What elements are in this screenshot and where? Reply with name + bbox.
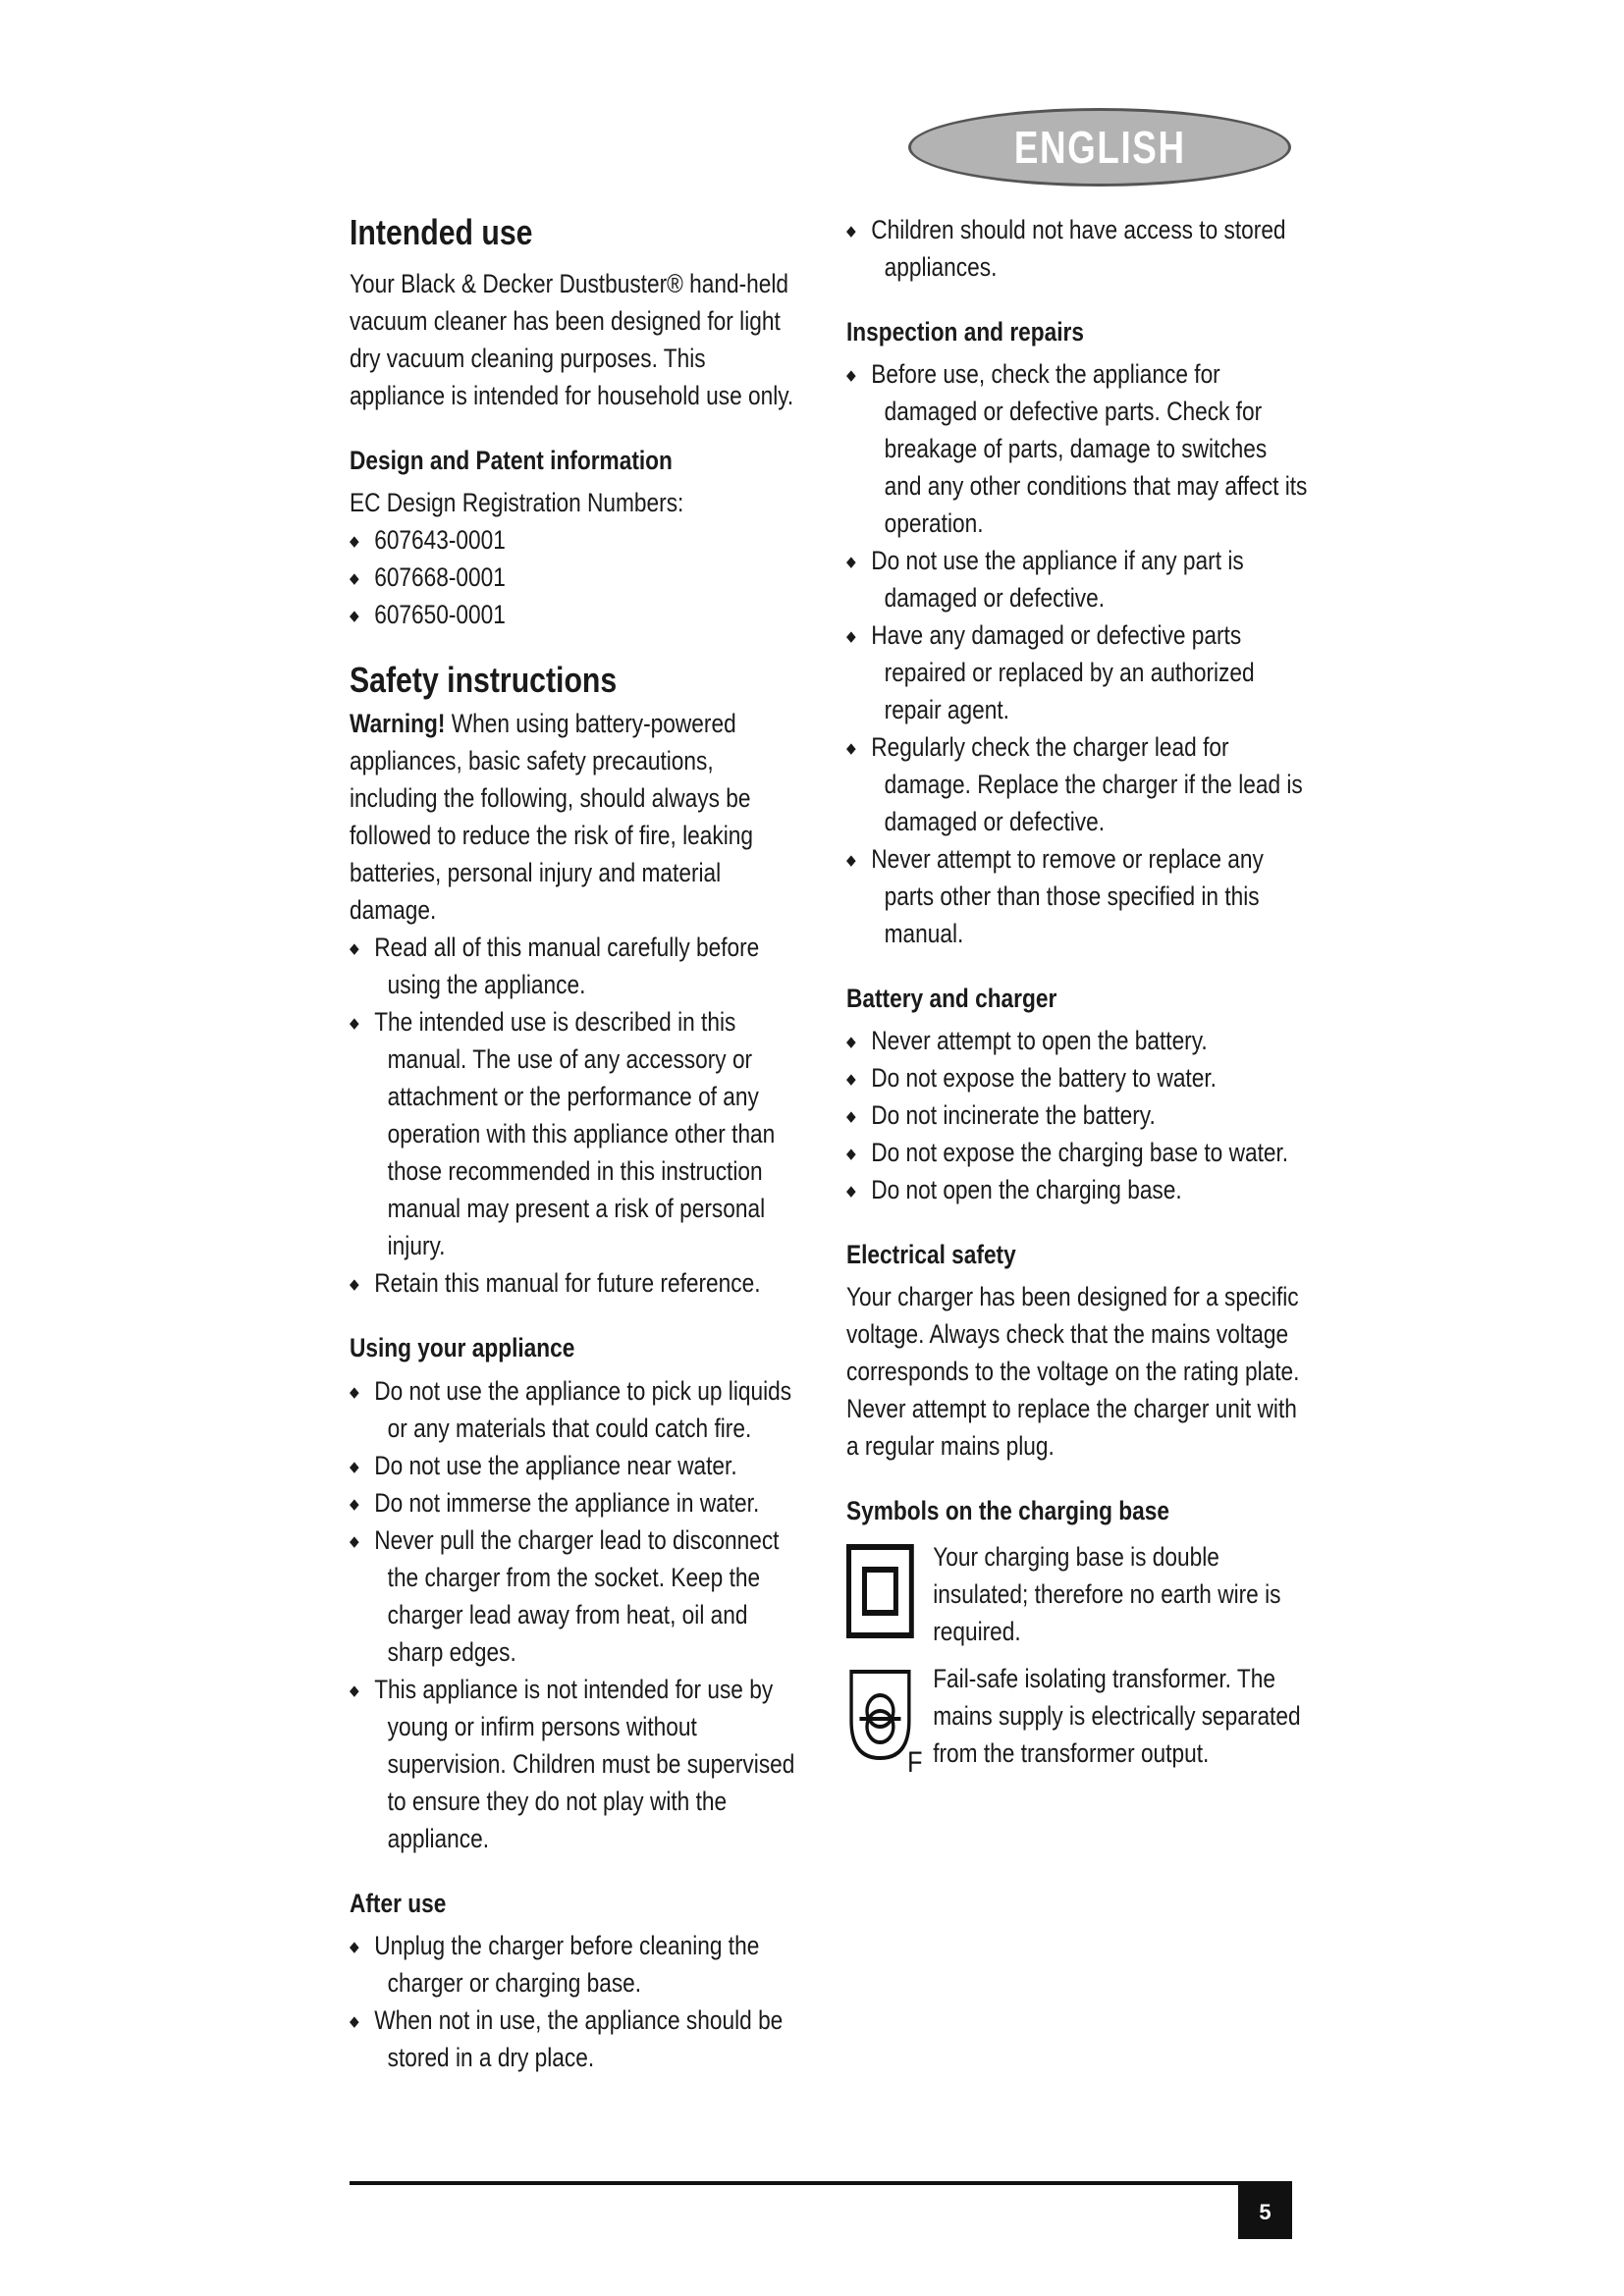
using-appliance-list: [350, 1372, 803, 1857]
language-tab-label: ENGLISH: [1013, 122, 1186, 173]
after-use-list: [350, 1927, 803, 2076]
design-numbers-list: [350, 521, 803, 633]
list-item: ◆ Do not expose the battery to water.: [846, 1059, 1308, 1096]
footer-rule: [350, 2181, 1292, 2185]
left-column: [350, 211, 801, 2076]
electrical-safety-heading: Electrical safety: [846, 1240, 1016, 1270]
language-tab: [908, 108, 1291, 187]
right-column: [846, 211, 1306, 1781]
safety-list: [350, 929, 803, 1302]
double-insulated-row: [846, 1538, 1308, 1650]
transformer-row: [846, 1660, 1308, 1781]
symbols-heading: Symbols on the charging base: [846, 1496, 1169, 1526]
intended-use-text: Your Black & Decker Dustbuster® hand-held vacuum cleaner has been designed for light dry vacuum cleaning purposes. This appliance is intended for household use only.: [350, 269, 794, 411]
design-registration-intro: EC Design Registration Numbers:: [350, 488, 684, 518]
list-item: ◆ 607650-0001: [350, 596, 803, 633]
electrical-safety-text: Your charger has been designed for a specific voltage. Always check that the mains voltage corresponds to the voltage on the rating plate. Never attempt to replace the charger unit with a regular mains plug.: [846, 1282, 1300, 1462]
using-appliance-heading: Using your appliance: [350, 1333, 575, 1363]
list-item: ◆ Regularly check the charger lead for damage. Replace the charger if the lead is damaged or defective.: [846, 728, 1308, 840]
list-item: ◆ Do not immerse the appliance in water.: [350, 1484, 803, 1522]
battery-charger-heading: Battery and charger: [846, 984, 1057, 1014]
list-item: ◆ Do not use the appliance to pick up liquids or any materials that could catch fire.: [350, 1372, 803, 1447]
list-item: ◆ Have any damaged or defective parts repaired or replaced by an authorized repair agent.: [846, 616, 1308, 728]
list-item: ◆ Unplug the charger before cleaning the charger or charging base.: [350, 1927, 803, 2002]
list-item: ◆ Do not incinerate the battery.: [846, 1096, 1308, 1134]
safety-warning: [350, 705, 803, 929]
double-insulated-icon: [846, 1538, 933, 1650]
page-number-label: 5: [1259, 2199, 1272, 2224]
isolating-transformer-icon: [846, 1660, 933, 1781]
list-item: ◆ Do not open the charging base.: [846, 1171, 1308, 1208]
list-item: ◆ Children should not have access to stored appliances.: [846, 211, 1308, 286]
transformer-symbol-letter: F: [907, 1745, 923, 1777]
inspection-list: [846, 355, 1308, 952]
safety-heading: Safety instructions: [350, 660, 618, 701]
storage-list: [846, 211, 1308, 286]
list-item: ◆ 607668-0001: [350, 559, 803, 596]
list-item: ◆ The intended use is described in this manual. The use of any accessory or attachment or the performance of any operation with this appliance other than those recommended in this instruction manual may present a risk of personal injury.: [350, 1003, 803, 1264]
list-item: ◆ Never attempt to remove or replace any parts other than those specified in this manual.: [846, 840, 1308, 952]
list-item: ◆ Never attempt to open the battery.: [846, 1022, 1308, 1059]
battery-charger-list: [846, 1022, 1308, 1208]
list-item: ◆ Never pull the charger lead to disconnect the charger from the socket. Keep the charger lead away from heat, oil and sharp edges.: [350, 1522, 803, 1671]
list-item: ◆ Do not use the appliance if any part is damaged or defective.: [846, 542, 1308, 616]
list-item: ◆ This appliance is not intended for use by young or infirm persons without supervision. Children must be supervised to ensure they do not play with the appliance.: [350, 1671, 803, 1857]
intended-use-heading: Intended use: [350, 212, 533, 252]
list-item: ◆ 607643-0001: [350, 521, 803, 559]
design-patent-heading: Design and Patent information: [350, 446, 673, 476]
transformer-text: Fail-safe isolating transformer. The mains supply is electrically separated from the transformer output.: [933, 1664, 1301, 1769]
inspection-heading: Inspection and repairs: [846, 317, 1084, 347]
list-item: ◆ Do not expose the charging base to water.: [846, 1134, 1308, 1171]
after-use-heading: After use: [350, 1888, 447, 1918]
page-number: [1238, 2185, 1292, 2239]
list-item: ◆ Do not use the appliance near water.: [350, 1447, 803, 1484]
double-insulated-text: Your charging base is double insulated; therefore no earth wire is required.: [933, 1542, 1281, 1647]
list-item: ◆ Retain this manual for future reference.: [350, 1264, 803, 1302]
list-item: ◆ When not in use, the appliance should be stored in a dry place.: [350, 2002, 803, 2076]
list-item: ◆ Before use, check the appliance for damaged or defective parts. Check for breakage of parts, damage to switches and any other conditions that may affect its operation.: [846, 355, 1308, 542]
warning-text: When using battery-powered appliances, basic safety precautions, including the following, should always be followed to reduce the risk of fire, leaking batteries, personal injury and material damage.: [350, 709, 753, 926]
list-item: ◆ Read all of this manual carefully before using the appliance.: [350, 929, 803, 1003]
warning-label: Warning!: [350, 709, 446, 739]
